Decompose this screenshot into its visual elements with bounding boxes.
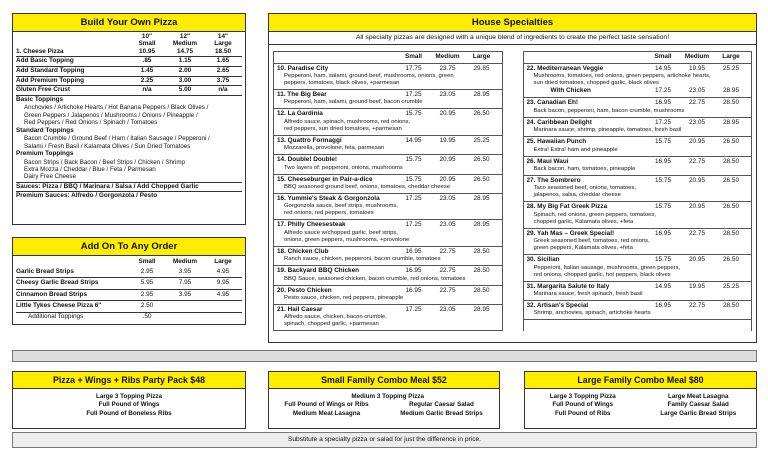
toppings-title: Premium Toppings xyxy=(16,150,74,157)
price-row xyxy=(527,203,749,211)
item-price: 17.75 xyxy=(405,64,422,72)
item-price: 26.50 xyxy=(473,156,490,164)
item-price: 14.95 xyxy=(655,64,671,72)
menu-item xyxy=(524,118,752,137)
item-name: With Chicken xyxy=(550,87,591,94)
item-name: 1. Cheese Pizza xyxy=(16,47,64,55)
item-price: 1.45 xyxy=(140,67,154,74)
item-price: 23.05 xyxy=(689,118,705,126)
combo-line: Large Meat Lasagna xyxy=(667,393,729,400)
item-name: 29. Yah Mas – Greek Special! xyxy=(526,229,615,237)
price-row xyxy=(527,99,749,107)
menu-item xyxy=(524,64,752,99)
item-price: 22.75 xyxy=(689,302,705,310)
item-price: 17.25 xyxy=(405,221,422,229)
combo-small-family xyxy=(268,371,500,429)
spacer xyxy=(277,53,397,62)
byo-title: Build Your Own Pizza xyxy=(13,14,245,32)
item-price: 22.75 xyxy=(439,267,456,275)
price-row xyxy=(16,290,242,302)
column-header: Large xyxy=(722,53,740,60)
item-name: 26. Maui Waui xyxy=(526,157,569,165)
additional-toppings-row xyxy=(16,313,242,322)
toppings-line: Salami / Fresh Basil / Kalamata Olives / Sun Dried Tomatoes xyxy=(24,142,191,150)
toppings-line: Dairy Free Cheese xyxy=(24,173,76,181)
menu-item xyxy=(274,64,502,90)
item-price: 19.95 xyxy=(689,282,705,290)
price-row xyxy=(277,306,499,314)
item-name: 13. Quattro Formaggi xyxy=(277,136,342,144)
menu-item xyxy=(524,176,752,202)
column-header: Small xyxy=(138,258,156,265)
combo-line: Medium Meat Lasagna xyxy=(292,409,361,417)
item-price: 17.25 xyxy=(655,87,671,94)
divider-band xyxy=(12,350,757,362)
item-price: 15.75 xyxy=(405,110,422,118)
column-headers xyxy=(274,52,502,64)
menu-item xyxy=(274,220,502,246)
combo-line: Medium Garlic Bread Strips xyxy=(400,409,483,417)
column-headers xyxy=(16,258,242,267)
item-description: red onions, red peppers, tomatoes xyxy=(284,210,374,217)
toppings-line: Red Peppers / Red Onions / Spinach / Tomatoes xyxy=(24,119,158,127)
item-price: 15.75 xyxy=(655,203,671,211)
item-description: Two layers of: pepperoni, onions, mushrooms xyxy=(284,164,403,171)
combo-line: Full Pound of Wings xyxy=(552,401,614,409)
price-row xyxy=(527,87,749,95)
item-description: red onions, chopped garlic, hot peppers, black olives xyxy=(533,271,671,278)
column-header: Medium xyxy=(684,53,710,60)
toppings-title: Basic Toppings xyxy=(16,95,64,103)
item-description: Alfredo sauce, spinach, mushrooms, red onions, xyxy=(284,118,411,125)
item-price: 26.50 xyxy=(473,175,490,183)
item-name: 22. Mediterranean Veggie xyxy=(526,64,604,72)
item-price: 20.95 xyxy=(439,110,456,118)
item-description: green peppers, Kalamata olives, +feta xyxy=(533,245,633,252)
item-name: 28. My Big Fat Greek Pizza xyxy=(526,203,608,211)
item-description: Marinara sauce, shrimp, pineapple, tomatoes, fresh basil xyxy=(533,127,682,134)
item-description: Extra! Extra! ham and pineapple xyxy=(533,146,618,153)
price-row xyxy=(16,77,242,87)
item-price: 1.15 xyxy=(178,57,192,65)
item-price: 17.25 xyxy=(405,195,422,203)
menu-item xyxy=(524,301,752,320)
item-description: BBQ Sauce, seasoned chicken, bacon crumble, red onions, tomatoes xyxy=(284,275,466,282)
addon-title: Add On To Any Order xyxy=(13,238,245,256)
item-description: Mushrooms, tomatoes, red onions, green peppers, artichoke hearts, xyxy=(533,73,711,79)
item-price: 25.25 xyxy=(723,282,739,290)
item-description: spinach, chopped garlic, +parmesan xyxy=(284,321,379,328)
house-panel xyxy=(268,13,757,343)
sauces: Sauces: Pizza / BBQ / Marinara / Salsa / Add Chopped Garlic xyxy=(16,182,242,193)
item-description: Greek seasoned beef, tomatoes, red onions, xyxy=(533,238,650,245)
menu-item xyxy=(524,98,752,117)
column-header-size: 14" xyxy=(217,33,229,40)
item-price: 2.25 xyxy=(140,76,154,84)
item-price: 26.50 xyxy=(723,177,739,185)
item-name: Garlic Bread Strips xyxy=(16,267,74,275)
footer-note: Substitute a specialty pizza or salad for just the difference in price. xyxy=(12,432,757,448)
item-price: 20.95 xyxy=(439,175,456,183)
item-price: 5.00 xyxy=(178,86,192,94)
price-row xyxy=(16,267,242,279)
price-row xyxy=(527,302,749,310)
price-row xyxy=(527,119,749,127)
item-price: 20.95 xyxy=(689,138,705,146)
price-row xyxy=(16,86,242,96)
item-description: Alfredo sauce, chicken, bacon crumble, xyxy=(284,314,387,321)
item-price: 23.75 xyxy=(439,64,456,72)
item-description: BBQ seasoned ground beef, onions, tomatoes, cheddar cheese xyxy=(284,184,451,191)
item-price: 26.50 xyxy=(723,256,739,264)
item-price: 26.50 xyxy=(723,138,739,146)
item-price: 28.95 xyxy=(473,306,490,314)
price-row xyxy=(277,287,499,295)
item-price: 16.95 xyxy=(405,267,422,275)
item-description: Taco seasoned beef, onions, tomatoes, xyxy=(533,185,636,192)
combo-line xyxy=(384,393,499,401)
item-price: 19.95 xyxy=(689,64,705,72)
combo-large-family-title: Large Family Combo Meal $80 xyxy=(525,372,756,389)
item-name: Add Standard Topping xyxy=(16,67,85,74)
item-price: 28.95 xyxy=(473,91,490,98)
item-price: 28.50 xyxy=(473,267,490,275)
item-price: 20.95 xyxy=(689,177,705,185)
column-header-label: Medium xyxy=(172,40,198,48)
item-description: Pepperoni, Italian sausage, mushrooms, green peppers, xyxy=(533,264,681,271)
item-price: 3.75 xyxy=(216,76,230,84)
item-price: 23.05 xyxy=(439,306,456,314)
item-price: 28.95 xyxy=(473,195,490,203)
price-row xyxy=(16,67,242,77)
item-name: 31. Margarita Salute to Italy xyxy=(526,282,610,290)
spacer xyxy=(16,33,128,48)
item-name: 12. La Gardinia xyxy=(277,110,323,118)
combo-line: Full Pound of Wings xyxy=(98,401,160,409)
menu-item xyxy=(274,90,502,109)
item-description: Back bacon, pepperoni, ham, bacon crumble, mushrooms xyxy=(533,107,685,114)
column-header-label: Small xyxy=(138,40,156,48)
menu-item xyxy=(274,109,502,135)
item-price: 23.05 xyxy=(689,87,705,94)
item-name: 21. Hail Caesar xyxy=(277,306,323,314)
item-price: 26.50 xyxy=(723,203,739,211)
item-description: sun dried tomatoes, chopped garlic, black olives xyxy=(533,80,659,86)
column-header-size: 10" xyxy=(141,33,153,40)
item-description: Back bacon, ham, tomatoes, pineapple xyxy=(533,166,636,173)
item-price: 4.95 xyxy=(216,267,230,275)
item-price: 26.50 xyxy=(473,110,490,118)
item-description: Shrimp, anchovies, spinach, artichoke hearts xyxy=(533,310,651,317)
combo-line: Medium 3 Topping Pizza xyxy=(351,393,424,400)
item-price: 22.75 xyxy=(439,286,456,294)
item-price: 15.75 xyxy=(655,256,671,264)
combo-line: Full Pound of Boneless Ribs xyxy=(86,409,172,417)
item-price: 4.95 xyxy=(216,290,230,298)
item-price: 14.95 xyxy=(655,282,671,290)
premium-sauces: Premium Sauces: Alfredo / Gorgonzola / Pesto xyxy=(16,192,158,200)
item-name: 17. Philly Cheesesteak xyxy=(277,221,346,229)
combo-line: Large Garlic Bread Strips xyxy=(660,409,737,417)
price-row xyxy=(277,267,499,275)
item-price: 22.75 xyxy=(439,247,456,255)
item-name: 32. Artisan's Special xyxy=(526,302,589,310)
menu-item xyxy=(524,282,752,301)
item-price: 5.95 xyxy=(140,279,154,287)
item-name: 25. Hawaiian Punch xyxy=(526,138,587,146)
item-name: Add Basic Topping xyxy=(16,57,74,65)
item-price: 2.95 xyxy=(140,290,154,298)
item-description: Marinara sauce, fresh spinach, fresh basil xyxy=(533,291,643,298)
item-price: 22.75 xyxy=(689,229,705,237)
column-header: Medium xyxy=(435,53,460,60)
menu-item xyxy=(524,202,752,228)
item-price: 28.50 xyxy=(723,99,739,107)
item-price: 28.50 xyxy=(723,157,739,165)
item-name: 30. Sicilian xyxy=(526,256,560,264)
item-price: 18.50 xyxy=(215,47,231,55)
item-price: 22.75 xyxy=(689,99,705,107)
price-row xyxy=(277,137,499,145)
combo-party-pack xyxy=(12,371,246,429)
item-price: 28.95 xyxy=(723,87,739,94)
item-description: chopped garlic, Kalamata olives, +feta xyxy=(533,218,634,225)
price-row xyxy=(527,138,749,146)
menu-item xyxy=(524,229,752,255)
toppings-title: Standard Toppings xyxy=(16,126,74,134)
price-row xyxy=(277,91,499,99)
item-price: 15.75 xyxy=(405,156,422,164)
item-price: 16.95 xyxy=(405,286,422,294)
price-row xyxy=(527,177,749,185)
item-description: Mozzarella, provolone, feta, parmesan xyxy=(284,145,385,152)
item-price: 28.50 xyxy=(723,302,739,310)
item-name: 15. Cheeseburger in Pair-a-dice xyxy=(277,175,373,183)
menu-item xyxy=(274,305,502,331)
item-description: peppers, tomatoes, black olives, +parmesan xyxy=(284,80,400,86)
item-price: 25.25 xyxy=(473,136,490,144)
item-price: 3.95 xyxy=(178,290,192,298)
column-header-label: Large xyxy=(214,40,232,48)
item-description: Pepperoni, ham, salami, ground beef, mushrooms, onions, green xyxy=(284,73,454,79)
column-header: Small xyxy=(654,53,672,60)
toppings-line: Extra Mozza / Cheddar / Blue / Feta / Parmesan xyxy=(24,166,156,173)
column-header xyxy=(128,33,166,48)
price-row xyxy=(527,230,749,238)
item-name: 24. Caribbean Delight xyxy=(526,118,592,126)
combo-line: Full Pound of Ribs xyxy=(554,409,611,417)
item-price: 28.95 xyxy=(723,118,739,126)
price-row xyxy=(277,65,499,73)
spacer xyxy=(166,313,204,322)
menu-item xyxy=(274,175,502,194)
item-name: 19. Backyard BBQ Chicken xyxy=(277,267,360,275)
item-price: 28.50 xyxy=(473,247,490,255)
item-price: 15.75 xyxy=(405,175,422,183)
toppings-line: Green Peppers / Jalapenos / Mushrooms / Onions / Pineapple / xyxy=(24,111,198,119)
item-price: 16.95 xyxy=(655,157,671,165)
menu-item xyxy=(274,194,502,220)
item-price: .85 xyxy=(142,57,152,65)
item-price: 3.95 xyxy=(178,267,192,275)
item-price: 23.05 xyxy=(439,91,456,98)
price-row xyxy=(277,110,499,118)
item-description: onions, green peppers, mushrooms, +provolone xyxy=(284,236,410,243)
item-price: 25.25 xyxy=(723,64,739,72)
house-right-column xyxy=(523,51,753,331)
menu-item xyxy=(274,247,502,266)
item-price: 14.75 xyxy=(177,47,193,55)
item-name: 23. Canadian Eh! xyxy=(526,99,578,107)
item-name: Cinnamon Bread Strips xyxy=(16,290,88,298)
item-price: 10.95 xyxy=(139,47,155,55)
item-price: 9.95 xyxy=(216,279,230,287)
price-row xyxy=(527,158,749,166)
item-price xyxy=(166,301,204,312)
item-price xyxy=(204,301,242,312)
addon-panel xyxy=(12,237,246,325)
spacer xyxy=(527,53,647,62)
byo-body xyxy=(13,32,245,201)
toppings-line: Bacon Strips / Back Bacon / Beef Strips / Chicken / Shrimp xyxy=(24,158,185,166)
combo-line: Full Pound of Wings or Ribs xyxy=(284,401,369,409)
byo-panel xyxy=(12,13,246,225)
item-name: 11. The Big Bear xyxy=(277,91,327,98)
item-price: n/a xyxy=(142,86,152,94)
item-name: Add Premium Topping xyxy=(16,76,85,84)
menu-item xyxy=(524,137,752,156)
item-description: Ranch sauce, chicken, pepperoni, bacon crumble, tomatoes xyxy=(284,256,441,263)
price-row xyxy=(277,248,499,256)
addon-body xyxy=(13,256,245,321)
item-description: Pepperoni, ham, salami, ground beef, bacon crumble xyxy=(284,99,423,106)
item-price: 16.95 xyxy=(405,247,422,255)
column-header xyxy=(204,33,242,48)
item-name: 10. Paradise City xyxy=(277,64,329,72)
house-subtitle: All specialty pizzas are designed with a unique blend of ingredients to create the perfect taste sensation! xyxy=(269,32,756,45)
house-left-column xyxy=(273,51,503,331)
spacer xyxy=(16,258,128,267)
item-price: n/a xyxy=(218,86,228,94)
item-price: 16.95 xyxy=(655,302,671,310)
column-headers xyxy=(524,52,752,64)
combo-party-pack-title: Pizza + Wings + Ribs Party Pack $48 xyxy=(13,372,245,389)
item-price: 2.65 xyxy=(216,67,230,74)
item-price: 17.25 xyxy=(405,91,422,98)
spacer xyxy=(204,313,242,322)
item-price: 7.95 xyxy=(178,279,192,287)
column-header-size: 12" xyxy=(179,33,191,40)
column-header: Large xyxy=(214,258,232,265)
combo-line: Family Caesar Salad xyxy=(667,401,729,409)
item-price: 28.95 xyxy=(473,221,490,229)
item-description: red peppers, sun dried tomatoes, +parmesan xyxy=(284,125,402,132)
toppings-line: Bacon Crumble / Ground Beef / Ham / Italian Sausage / Pepperoni / xyxy=(24,135,210,143)
column-header: Small xyxy=(404,53,423,60)
item-price: 23.05 xyxy=(439,221,456,229)
item-name: 16. Yummie's Steak & Gorgonzola xyxy=(277,195,380,203)
price-row xyxy=(527,65,749,73)
column-header xyxy=(166,33,204,48)
menu-item xyxy=(274,155,502,174)
toppings-line: Anchovies / Artichoke Hearts / Hot Banana Peppers / Black Olives / xyxy=(24,104,209,112)
item-price: 1.65 xyxy=(216,57,230,65)
item-price: 15.75 xyxy=(655,177,671,185)
item-price: 29.85 xyxy=(473,64,490,72)
item-price: 16.95 xyxy=(655,229,671,237)
item-price: 16.95 xyxy=(655,99,671,107)
price-row xyxy=(277,221,499,229)
item-description: Pesto sauce, chicken, red peppers, pineapple xyxy=(284,295,404,302)
item-price: 17.25 xyxy=(655,118,671,126)
house-title: House Specialties xyxy=(269,14,756,32)
item-price: 20.95 xyxy=(689,256,705,264)
menu-item xyxy=(274,286,502,305)
item-price: 19.95 xyxy=(439,136,456,144)
item-price: .50 xyxy=(142,312,152,320)
item-price: 28.50 xyxy=(723,229,739,237)
item-name: Additional Toppings xyxy=(28,312,84,320)
price-row xyxy=(277,156,499,164)
menu-item xyxy=(274,136,502,155)
column-headers xyxy=(16,33,242,48)
item-name: 18. Chicken Club xyxy=(277,247,329,255)
item-price: 20.95 xyxy=(689,203,705,211)
item-name: Cheesy Garlic Bread Strips xyxy=(16,279,99,287)
combo-line: Large 3 Topping Pizza xyxy=(95,393,162,400)
item-price: 3.00 xyxy=(178,76,192,84)
item-price: 20.95 xyxy=(439,156,456,164)
price-row xyxy=(527,283,749,291)
column-header: Medium xyxy=(172,258,198,265)
item-name: 27. The Sombrero xyxy=(526,177,581,185)
price-row xyxy=(16,301,242,313)
menu-item xyxy=(274,266,502,285)
item-price: 2.50 xyxy=(140,302,154,310)
item-name: 14. Double! Double! xyxy=(277,156,338,164)
column-header: Large xyxy=(472,53,491,60)
menu-item xyxy=(524,255,752,281)
item-name: 20. Pesto Chicken xyxy=(277,286,332,294)
price-row xyxy=(277,195,499,203)
item-name: Gluten Free Crust xyxy=(16,86,70,94)
menu-item xyxy=(524,157,752,176)
item-description: Gorgonzola sauce, beef strips, mushrooms, xyxy=(284,203,398,210)
combo-large-family xyxy=(524,371,757,429)
item-price: 28.50 xyxy=(473,286,490,294)
price-row xyxy=(527,256,749,264)
item-price: 2.95 xyxy=(140,267,154,275)
combo-line: Regular Caesar Salad xyxy=(409,401,474,409)
item-description: Alfredo sauce w/chopped garlic, beef strips, xyxy=(284,229,398,236)
price-row xyxy=(277,176,499,184)
item-price: 2.00 xyxy=(178,67,192,74)
item-price: 14.95 xyxy=(405,136,422,144)
item-description: Spinach, red onions, green peppers, tomatoes, xyxy=(533,211,656,218)
item-description: jalapenos, salsa, cheddar cheese xyxy=(533,192,621,199)
combo-small-family-title: Small Family Combo Meal $52 xyxy=(269,372,499,389)
price-row xyxy=(16,278,242,290)
item-price: 22.75 xyxy=(689,157,705,165)
item-name: Little Tykes Cheese Pizza 6" xyxy=(16,302,102,310)
item-price: 15.75 xyxy=(655,138,671,146)
item-price: 17.25 xyxy=(405,306,422,314)
price-row xyxy=(16,57,242,67)
price-row xyxy=(16,48,242,58)
combo-line: Large 3 Topping Pizza xyxy=(549,393,616,400)
item-price: 23.05 xyxy=(439,195,456,203)
